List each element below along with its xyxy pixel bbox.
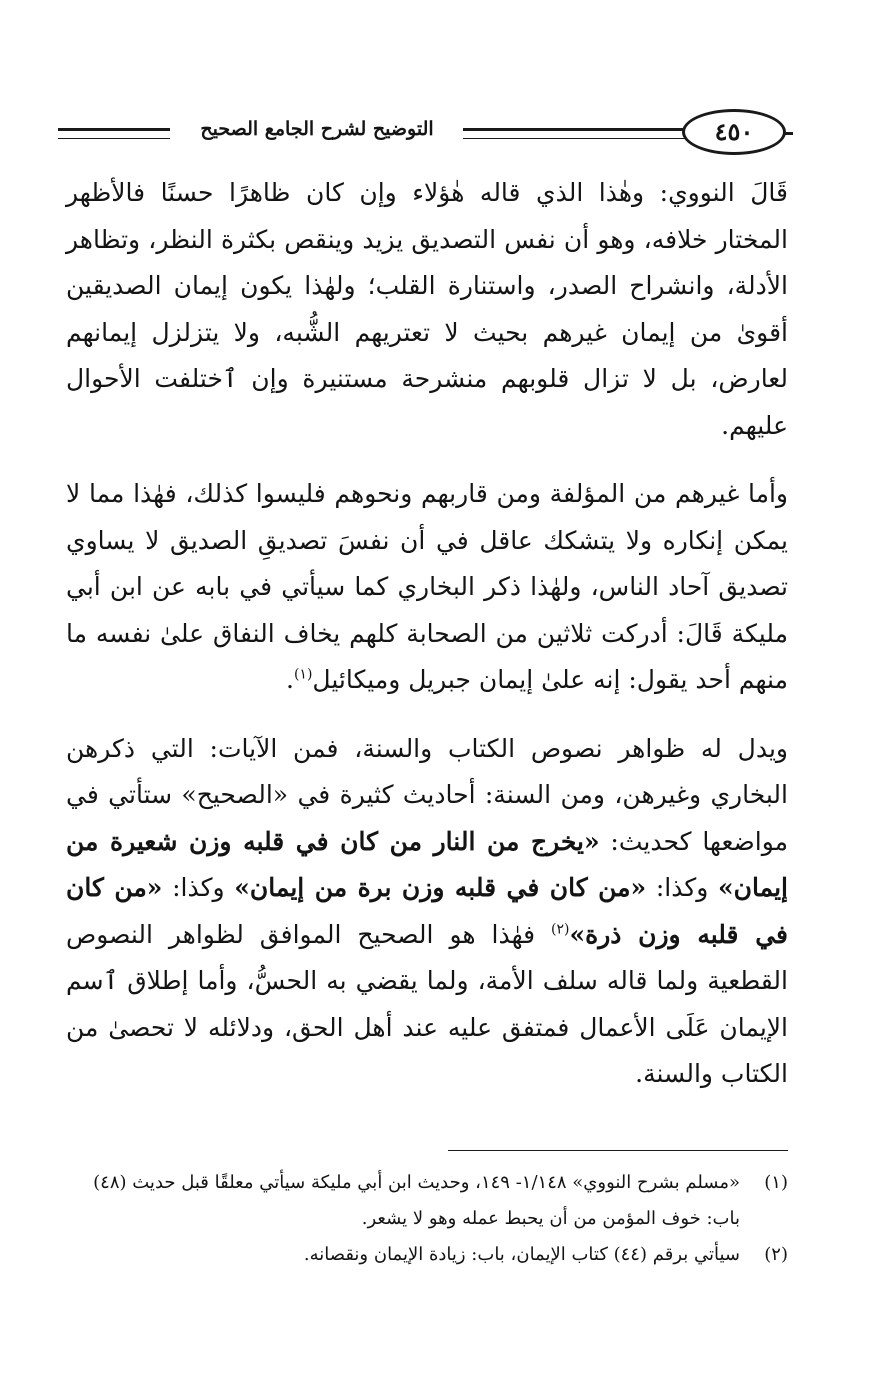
- header-rule-middle-top: [463, 128, 685, 131]
- footnote-2-text: سيأتي برقم (٤٤) كتاب الإيمان، باب: زيادة الإيمان ونقصانه.: [303, 1244, 740, 1265]
- paragraph-3-text-c: وكذا:: [162, 873, 235, 902]
- header-rule-middle-bottom: [463, 138, 685, 139]
- footnote-2-number: (٢): [764, 1244, 788, 1265]
- footnote-1-text: «مسلم بشرح النووي» ١/١٤٨- ١٤٩، وحديث ابن أبي مليكة سيأتي معلقًا قبل حديث (٤٨) باب: خوف المؤمن من أن يحبط عمله وهو لا يشعر.: [93, 1172, 740, 1229]
- footnote-separator: [448, 1150, 788, 1151]
- paragraph-1: قَالَ النووي: وهٰذا الذي قاله هٰؤلاء وإن كان ظاهرًا حسنًا فالأظهر المختار خلافه، وهو أن نفس التصديق يزيد وينقص بكثرة النظر، وتظاهر الأدلة، وانشراح الصدر، واستنارة القلب؛ ولهٰذا يكون إيمان الصديقين أقوىٰ من إيمان غيرهم بحيث لا تعتريهم الشُّبه، ولا يتزلزل إيمانهم لعارض، بل لا تزال قلوبهم منشرحة مستنيرة وإن ٱختلفت الأحوال عليهم.: [66, 178, 788, 440]
- footnote-ref-2[interactable]: (٢): [551, 921, 570, 938]
- page-number: ٤٥٠: [682, 109, 786, 155]
- paragraph-3-text-b: وكذا:: [646, 873, 719, 902]
- main-text: [66, 170, 788, 1098]
- running-title: التوضيح لشرح الجامع الصحيح: [200, 118, 434, 140]
- paragraph-2-text: وأما غيرهم من المؤلفة ومن قاربهم ونحوهم فليسوا كذلك، فهٰذا مما لا يمكن إنكاره ولا يتشكك عاقل في أن نفسَ تصديقِ الصديق لا يساوي تصديق آحاد الناس، ولهٰذا ذكر البخاري كما سيأتي في بابه عن ابن أبي مليكة قَالَ: أدركت ثلاثين من الصحابة كلهم يخاف النفاق علىٰ نفسه ما منهم أحد يقول: إنه علىٰ إيمان جبريل وميكائيل: [66, 479, 788, 694]
- hadith-quote-3: «من كان في قلبه وزن ذرة»: [66, 873, 788, 949]
- header-rule-left-bottom: [58, 138, 170, 139]
- header-rule-left-top: [58, 128, 170, 131]
- paragraph-3: [66, 726, 788, 1098]
- paragraph-2-end: .: [286, 665, 294, 694]
- footnotes: [66, 1165, 788, 1273]
- hadith-quote-2: «من كان في قلبه وزن برة من إيمان»: [234, 873, 647, 902]
- paragraph-3-text-a: ويدل له ظواهر نصوص الكتاب والسنة، فمن الآيات: التي ذكرهن البخاري وغيرهن، ومن السنة: أحاديث كثيرة في «الصحيح» ستأتي في مواضعها كحديث:: [66, 733, 788, 856]
- page-header: [58, 108, 793, 164]
- footnote-2: [66, 1237, 788, 1273]
- paragraph-3-text-d: فهٰذا هو الصحيح الموافق لظواهر النصوص القطعية ولما قاله سلف الأمة، ولما يقضي به الحسُّ، وأما إطلاق ٱسم الإيمان عَلَى الأعمال فمتفق عليه عند أهل الحق، ودلائله لا تحصىٰ من الكتاب والسنة.: [66, 919, 788, 1088]
- header-rule-right: [784, 132, 793, 135]
- paragraph-2: [66, 471, 788, 704]
- footnote-1: [66, 1165, 788, 1237]
- footnote-1-number: (١): [764, 1172, 788, 1193]
- footnote-ref-1[interactable]: (١): [293, 666, 313, 683]
- hadith-quote-1: «يخرج من النار من كان في قلبه وزن شعيرة من إيمان»: [66, 826, 789, 902]
